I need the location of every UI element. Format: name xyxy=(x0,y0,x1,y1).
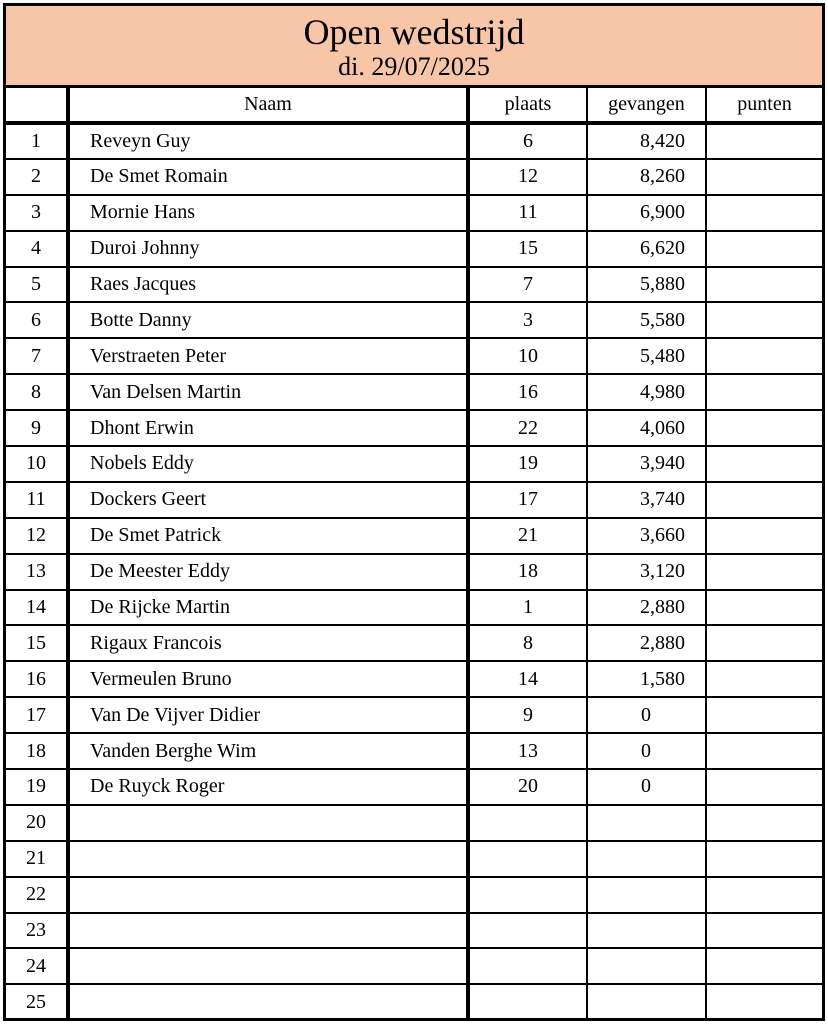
rank-cell: 8 xyxy=(6,374,68,410)
table-row xyxy=(6,769,822,805)
punten-cell xyxy=(706,590,822,626)
punten-cell xyxy=(706,733,822,769)
name-cell xyxy=(68,984,468,1020)
column-header-gevangen: gevangen xyxy=(587,88,706,123)
rank-cell: 23 xyxy=(6,913,68,949)
table-row xyxy=(6,123,822,159)
column-header-plaats: plaats xyxy=(468,88,587,123)
name-cell xyxy=(68,877,468,913)
name-cell: De Smet Romain xyxy=(68,159,468,195)
table-row xyxy=(6,841,822,877)
gevangen-cell: 5,480 xyxy=(587,338,706,374)
name-cell xyxy=(68,913,468,949)
rank-cell: 24 xyxy=(6,948,68,984)
rank-cell: 10 xyxy=(6,446,68,482)
table-row xyxy=(6,231,822,267)
rank-cell: 20 xyxy=(6,805,68,841)
plaats-cell: 17 xyxy=(468,482,587,518)
rank-cell: 18 xyxy=(6,733,68,769)
gevangen-cell: 3,660 xyxy=(587,518,706,554)
gevangen-cell: 6,620 xyxy=(587,231,706,267)
punten-cell xyxy=(706,841,822,877)
name-cell: Raes Jacques xyxy=(68,267,468,303)
table-row xyxy=(6,913,822,949)
plaats-cell: 11 xyxy=(468,195,587,231)
gevangen-cell: 4,060 xyxy=(587,410,706,446)
name-cell: Duroi Johnny xyxy=(68,231,468,267)
plaats-cell: 19 xyxy=(468,446,587,482)
punten-cell xyxy=(706,769,822,805)
rank-cell: 9 xyxy=(6,410,68,446)
rank-cell: 13 xyxy=(6,554,68,590)
plaats-cell xyxy=(468,877,587,913)
results-sheet xyxy=(3,3,825,1021)
table-row xyxy=(6,518,822,554)
plaats-cell xyxy=(468,984,587,1020)
column-header-naam: Naam xyxy=(68,88,468,123)
plaats-cell xyxy=(468,948,587,984)
table-row xyxy=(6,338,822,374)
punten-cell xyxy=(706,374,822,410)
punten-cell xyxy=(706,410,822,446)
gevangen-cell xyxy=(587,913,706,949)
plaats-cell xyxy=(468,841,587,877)
punten-cell xyxy=(706,302,822,338)
plaats-cell: 10 xyxy=(468,338,587,374)
rank-cell: 12 xyxy=(6,518,68,554)
rank-cell: 2 xyxy=(6,159,68,195)
name-cell xyxy=(68,841,468,877)
punten-cell xyxy=(706,482,822,518)
name-cell: De Smet Patrick xyxy=(68,518,468,554)
table-row xyxy=(6,302,822,338)
punten-cell xyxy=(706,338,822,374)
table-row xyxy=(6,410,822,446)
name-cell: Dhont Erwin xyxy=(68,410,468,446)
table-row xyxy=(6,482,822,518)
gevangen-cell xyxy=(587,877,706,913)
table-row xyxy=(6,805,822,841)
gevangen-cell: 3,120 xyxy=(587,554,706,590)
table-row xyxy=(6,446,822,482)
name-cell: Nobels Eddy xyxy=(68,446,468,482)
column-header-punten: punten xyxy=(706,88,822,123)
results-table xyxy=(6,88,822,1020)
table-row xyxy=(6,984,822,1020)
punten-cell xyxy=(706,805,822,841)
gevangen-cell: 1,580 xyxy=(587,661,706,697)
rank-cell: 7 xyxy=(6,338,68,374)
table-row xyxy=(6,733,822,769)
rank-cell: 15 xyxy=(6,625,68,661)
plaats-cell: 8 xyxy=(468,625,587,661)
table-header-row xyxy=(6,88,822,123)
punten-cell xyxy=(706,195,822,231)
name-cell: Botte Danny xyxy=(68,302,468,338)
punten-cell xyxy=(706,661,822,697)
gevangen-cell: 5,580 xyxy=(587,302,706,338)
rank-cell: 11 xyxy=(6,482,68,518)
column-header-nr xyxy=(6,88,68,123)
plaats-cell: 18 xyxy=(468,554,587,590)
name-cell: De Ruyck Roger xyxy=(68,769,468,805)
gevangen-cell: 6,900 xyxy=(587,195,706,231)
punten-cell xyxy=(706,231,822,267)
punten-cell xyxy=(706,123,822,159)
punten-cell xyxy=(706,625,822,661)
rank-cell: 21 xyxy=(6,841,68,877)
table-row xyxy=(6,661,822,697)
table-row xyxy=(6,267,822,303)
name-cell: De Rijcke Martin xyxy=(68,590,468,626)
rank-cell: 22 xyxy=(6,877,68,913)
rank-cell: 14 xyxy=(6,590,68,626)
name-cell: Van De Vijver Didier xyxy=(68,697,468,733)
punten-cell xyxy=(706,518,822,554)
gevangen-cell xyxy=(587,805,706,841)
table-row xyxy=(6,948,822,984)
punten-cell xyxy=(706,984,822,1020)
plaats-cell: 13 xyxy=(468,733,587,769)
gevangen-cell: 5,880 xyxy=(587,267,706,303)
name-cell xyxy=(68,805,468,841)
table-row xyxy=(6,590,822,626)
table-row xyxy=(6,195,822,231)
plaats-cell xyxy=(468,913,587,949)
rank-cell: 5 xyxy=(6,267,68,303)
rank-cell: 17 xyxy=(6,697,68,733)
punten-cell xyxy=(706,913,822,949)
plaats-cell: 3 xyxy=(468,302,587,338)
punten-cell xyxy=(706,267,822,303)
punten-cell xyxy=(706,697,822,733)
rank-cell: 25 xyxy=(6,984,68,1020)
name-cell: Mornie Hans xyxy=(68,195,468,231)
table-row xyxy=(6,159,822,195)
table-row xyxy=(6,877,822,913)
name-cell: De Meester Eddy xyxy=(68,554,468,590)
rank-cell: 19 xyxy=(6,769,68,805)
plaats-cell: 22 xyxy=(468,410,587,446)
punten-cell xyxy=(706,159,822,195)
gevangen-cell: 0 xyxy=(587,769,706,805)
table-row xyxy=(6,625,822,661)
plaats-cell: 9 xyxy=(468,697,587,733)
gevangen-cell: 3,940 xyxy=(587,446,706,482)
rank-cell: 16 xyxy=(6,661,68,697)
plaats-cell: 21 xyxy=(468,518,587,554)
name-cell: Vanden Berghe Wim xyxy=(68,733,468,769)
plaats-cell: 15 xyxy=(468,231,587,267)
rank-cell: 6 xyxy=(6,302,68,338)
rank-cell: 4 xyxy=(6,231,68,267)
gevangen-cell: 4,980 xyxy=(587,374,706,410)
plaats-cell: 16 xyxy=(468,374,587,410)
name-cell: Reveyn Guy xyxy=(68,123,468,159)
page-title: Open wedstrijd xyxy=(303,12,525,52)
gevangen-cell xyxy=(587,841,706,877)
name-cell: Van Delsen Martin xyxy=(68,374,468,410)
punten-cell xyxy=(706,877,822,913)
name-cell: Verstraeten Peter xyxy=(68,338,468,374)
gevangen-cell: 2,880 xyxy=(587,625,706,661)
punten-cell xyxy=(706,446,822,482)
plaats-cell: 6 xyxy=(468,123,587,159)
plaats-cell: 12 xyxy=(468,159,587,195)
table-row xyxy=(6,374,822,410)
plaats-cell: 14 xyxy=(468,661,587,697)
punten-cell xyxy=(706,554,822,590)
rank-cell: 1 xyxy=(6,123,68,159)
gevangen-cell: 8,420 xyxy=(587,123,706,159)
gevangen-cell: 8,260 xyxy=(587,159,706,195)
gevangen-cell: 2,880 xyxy=(587,590,706,626)
name-cell xyxy=(68,948,468,984)
gevangen-cell xyxy=(587,984,706,1020)
plaats-cell xyxy=(468,805,587,841)
gevangen-cell xyxy=(587,948,706,984)
rank-cell: 3 xyxy=(6,195,68,231)
punten-cell xyxy=(706,948,822,984)
plaats-cell: 20 xyxy=(468,769,587,805)
gevangen-cell: 3,740 xyxy=(587,482,706,518)
name-cell: Rigaux Francois xyxy=(68,625,468,661)
plaats-cell: 7 xyxy=(468,267,587,303)
name-cell: Dockers Geert xyxy=(68,482,468,518)
table-row xyxy=(6,697,822,733)
table-body xyxy=(6,123,822,1020)
gevangen-cell: 0 xyxy=(587,697,706,733)
title-block xyxy=(6,6,822,88)
competition-date: di. 29/07/2025 xyxy=(338,52,490,81)
name-cell: Vermeulen Bruno xyxy=(68,661,468,697)
plaats-cell: 1 xyxy=(468,590,587,626)
gevangen-cell: 0 xyxy=(587,733,706,769)
table-row xyxy=(6,554,822,590)
